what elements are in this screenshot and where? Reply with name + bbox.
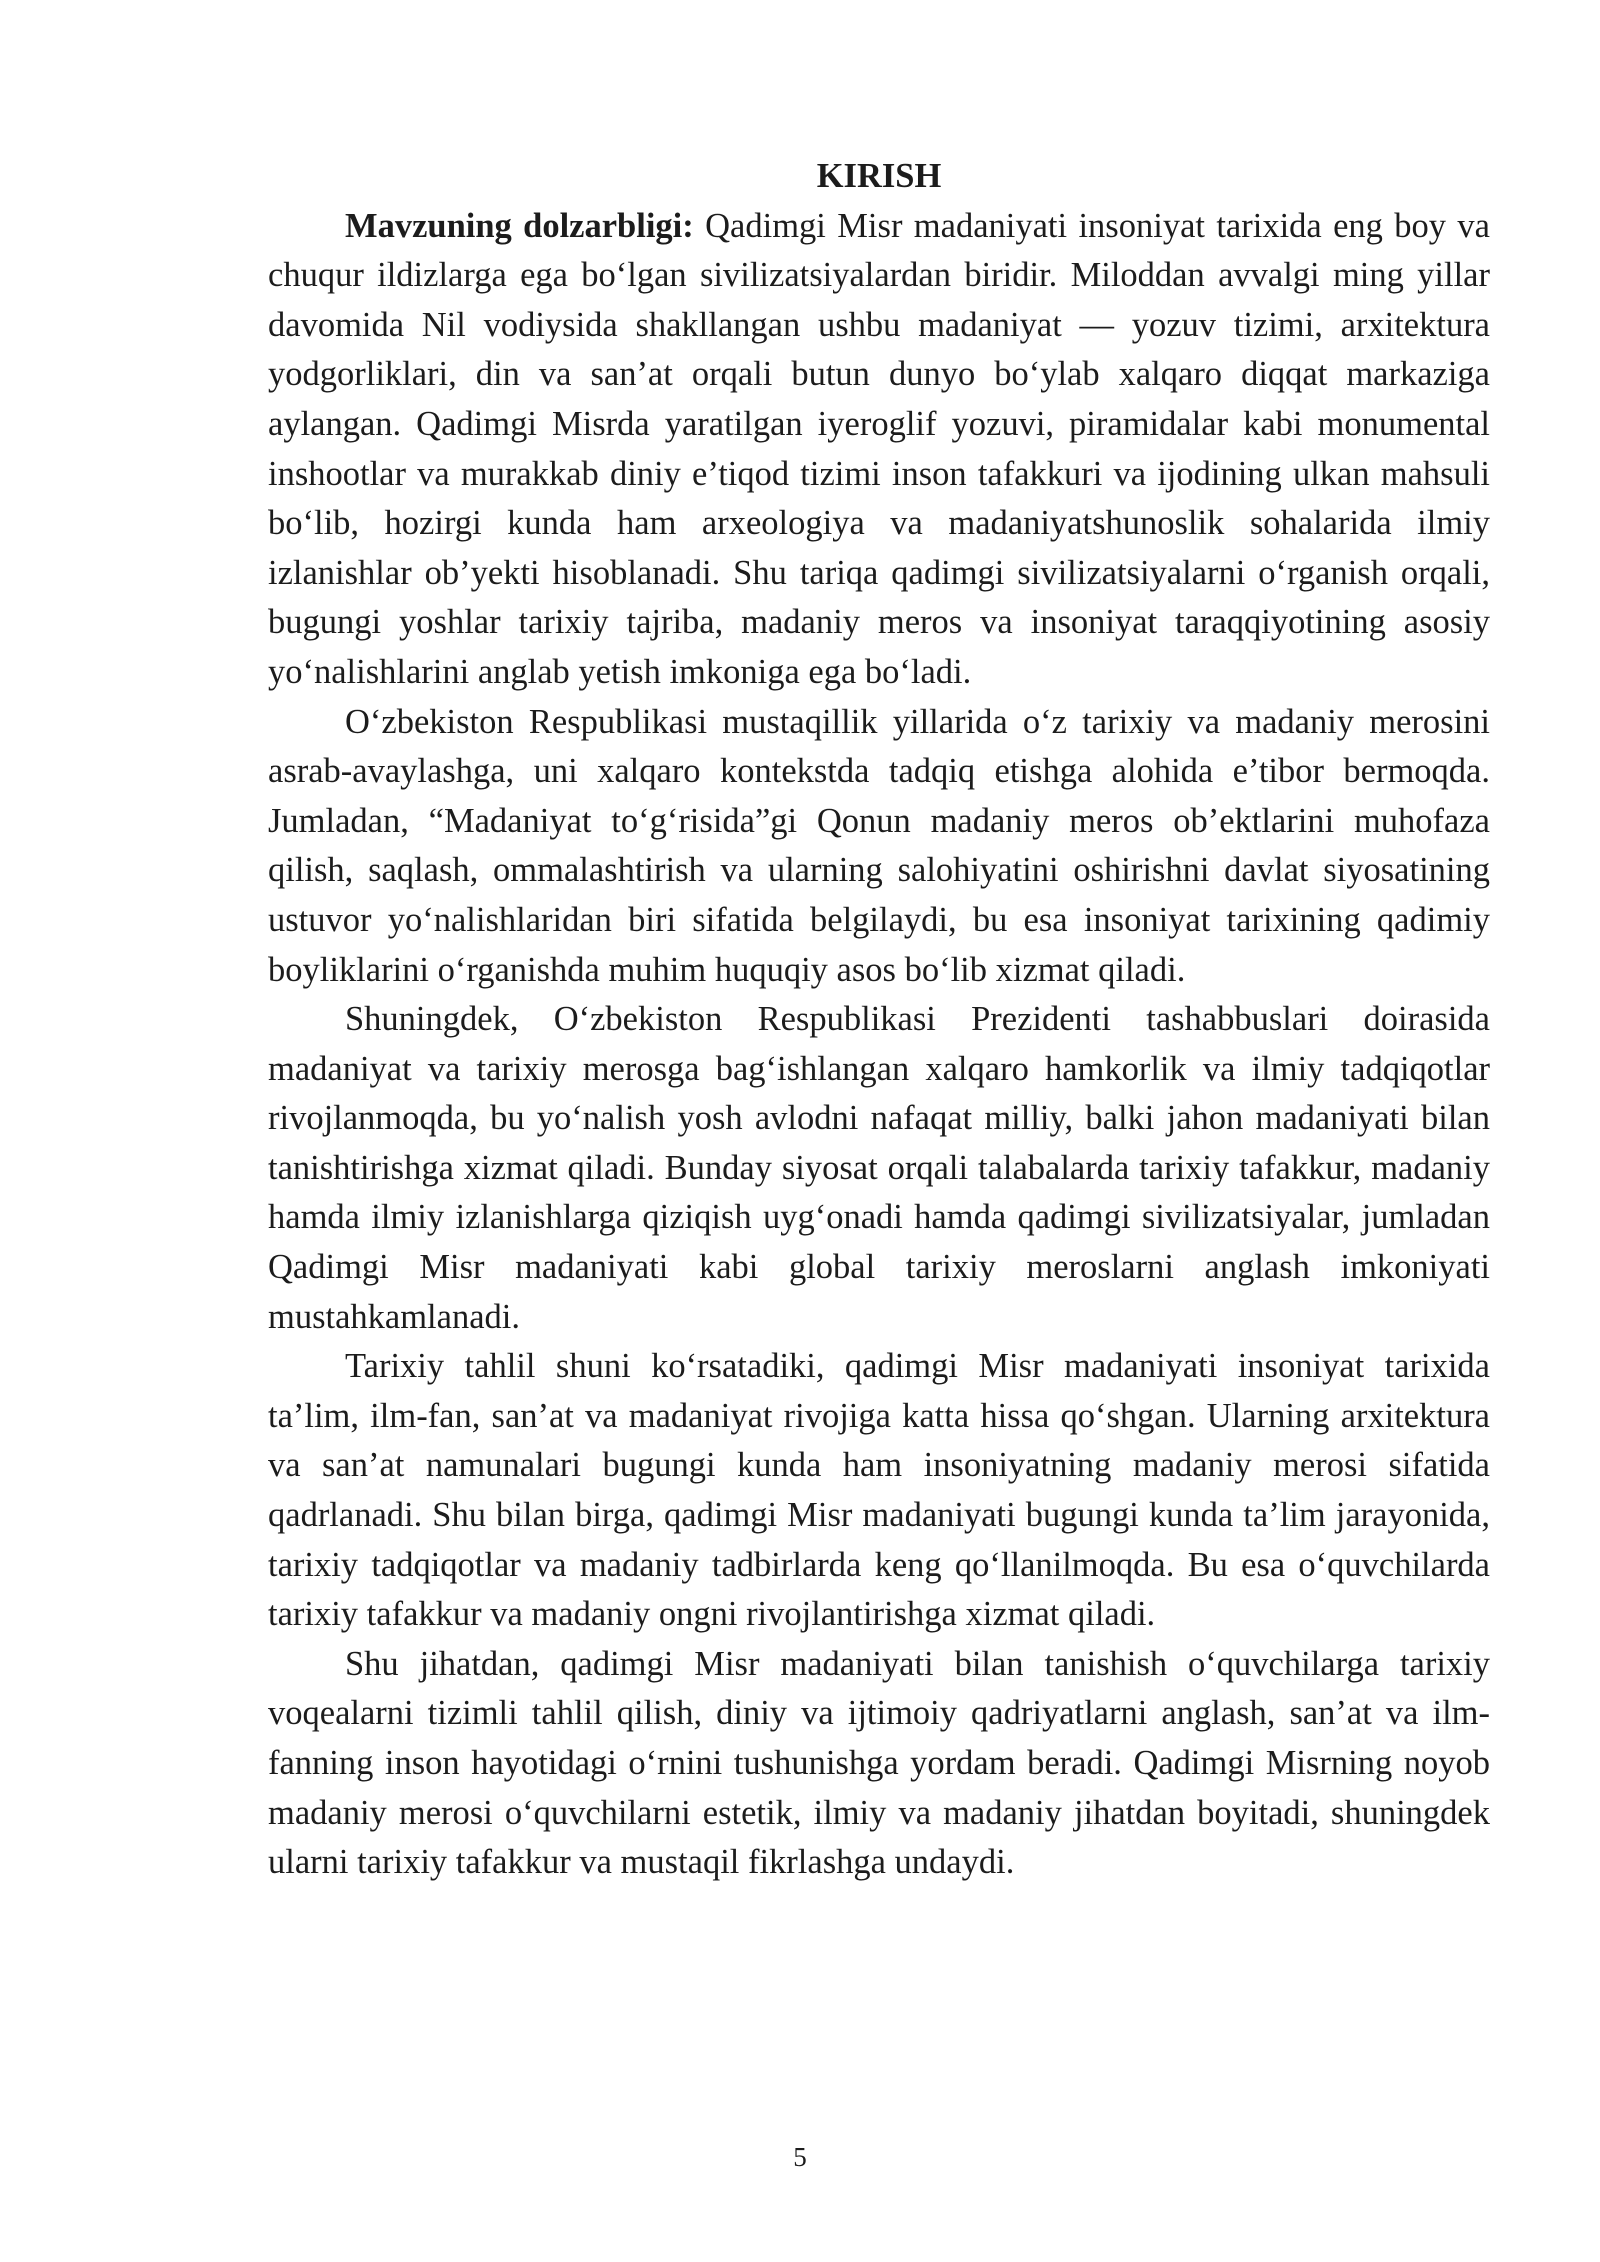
paragraph-legislation: O‘zbekiston Respublikasi mustaqillik yillarida o‘z tarixiy va madaniy merosini asrab-avaylashga, uni xalqaro kontekstda tadqiq etishga alohida e’tibor bermoqda. Jumladan, “Madaniyat to‘g‘risida”gi Qonun madaniy meros ob’ektlarini muhofaza qilish, saqlash, ommalashtirish va ularning salohiyatini oshirishni davlat siyosatining ustuvor yo‘nalishlaridan biri sifatida belgilaydi, bu esa insoniyat tarixining qadimiy boyliklarini o‘rganishda muhim huquqiy asos bo‘lib xizmat qiladi.: [268, 702, 1490, 989]
section-heading: KIRISH: [816, 157, 942, 195]
paragraph-cooperation: Shuningdek, O‘zbekiston Respublikasi Prezidenti tashabbuslari doirasida madaniyat va tarixiy merosga bag‘ishlangan xalqaro hamkorlik va ilmiy tadqiqotlar rivojlanmoqda, bu yo‘nalish yosh avlodni nafaqat milliy, balki jahon madaniyati bilan tanishtirishga xizmat qiladi. Bunday siyosat orqali talabalarda tarixiy tafakkur, madaniy hamda ilmiy izlanishlarga qiziqish uyg‘onadi hamda qadimgi sivilizatsiyalar, jumladan Qadimgi Misr madaniyati kabi global tarixiy meroslarni anglash imkoniyati mustahkamlanadi.: [268, 1000, 1490, 1336]
paragraph-conclusion: Shu jihatdan, qadimgi Misr madaniyati bilan tanishish o‘quvchilarga tarixiy voqealarni tizimli tahlil qilish, diniy va ijtimoiy qadriyatlarni anglash, san’at va ilm-fanning inson hayotidagi o‘rnini tushunishga yordam beradi. Qadimgi Misrning noyob madaniy merosi o‘quvchilarni estetik, ilmiy va madaniy jihatdan boyitadi, shuningdek ularni tarixiy tafakkur va mustaqil fikrlashga undaydi.: [268, 1644, 1490, 1882]
paragraph-historical-analysis: Tarixiy tahlil shuni ko‘rsatadiki, qadimgi Misr madaniyati insoniyat tarixida ta’lim, ilm-fan, san’at va madaniyat rivojiga katta hissa qo‘shgan. Ularning arxitektura va san’at namunalari bugungi kunda ham insoniyatning madaniy merosi sifatida qadrlanadi. Shu bilan birga, qadimgi Misr madaniyati bugungi kunda ta’lim jarayonida, tarixiy tadqiqotlar va madaniy tadbirlarda keng qo‘llanilmoqda. Bu esa o‘quvchilarda tarixiy tafakkur va madaniy ongni rivojlantirishga xizmat qiladi.: [268, 1347, 1490, 1634]
paragraph-text: Qadimgi Misr madaniyati insoniyat tarixida eng boy va chuqur ildizlarga ega bo‘lgan sivilizatsiyalardan biridir. Miloddan avvalgi ming yillar davomida Nil vodiysida shakllangan ushbu madaniyat — yozuv tizimi, arxitektura yodgorliklari, din va san’at orqali butun dunyo bo‘ylab xalqaro diqqat markaziga aylangan. Qadimgi Misrda yaratilgan iyeroglif yozuvi, piramidalar kabi monumental inshootlar va murakkab diniy e’tiqod tizimi inson tafakkuri va ijodining ulkan mahsuli bo‘lib, hozirgi kunda ham arxeologiya va madaniyatshunoslik sohalarida ilmiy izlanishlar ob’yekti hisoblanadi. Shu tariqa qadimgi sivilizatsiyalarni o‘rganish orqali, bugungi yoshlar tarixiy tajriba, madaniy meros va insoniyat taraqqiyotining asosiy yo‘nalishlarini anglab yetish imkoniga ega bo‘ladi.: [268, 206, 1490, 691]
page-number: 5: [793, 2142, 807, 2172]
page-content: [268, 152, 1490, 1888]
paragraph-lead: Mavzuning dolzarbligi:: [345, 206, 694, 245]
paragraph-relevance: [268, 202, 1490, 698]
